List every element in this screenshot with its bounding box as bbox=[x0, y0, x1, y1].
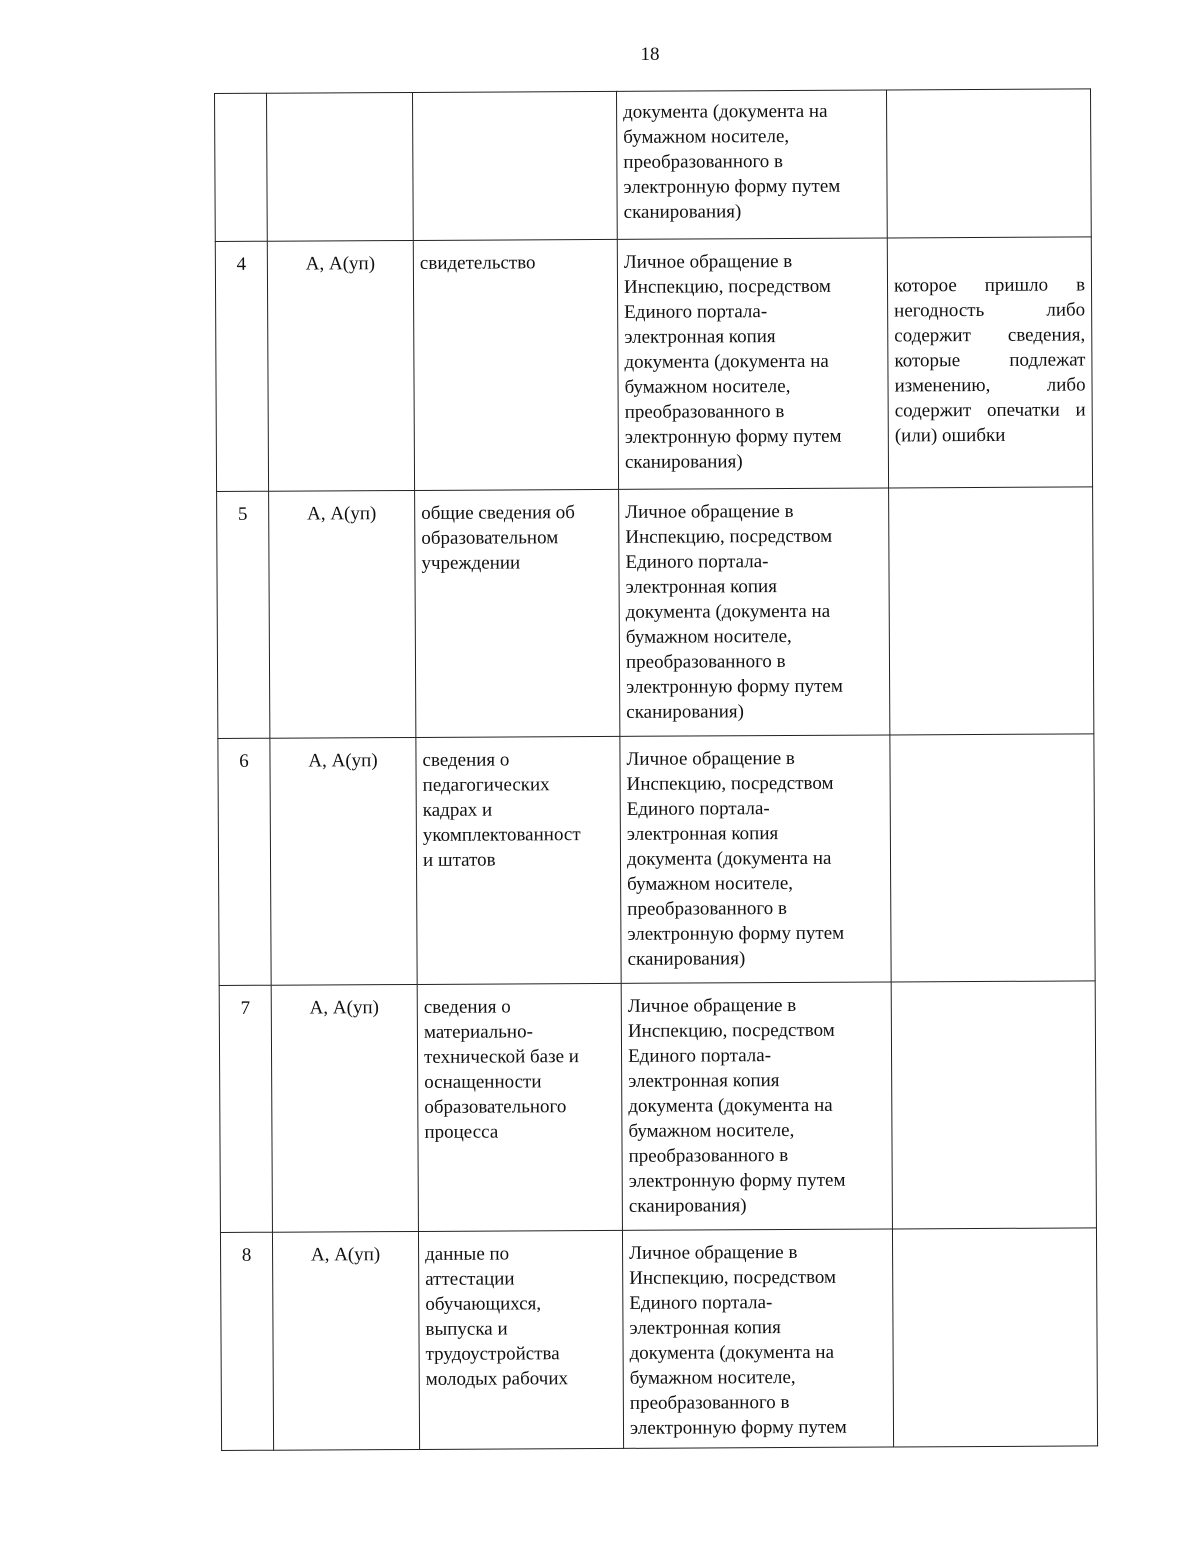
row-number-cell: 7 bbox=[219, 985, 272, 1232]
row-number-cell: 4 bbox=[215, 241, 268, 491]
table-row bbox=[220, 1228, 1097, 1451]
form-cell: А, А(уп) bbox=[269, 490, 416, 738]
document-name-cell: сведения о педагогических кадрах и укомплектованност и штатов bbox=[416, 736, 621, 984]
form-cell: А, А(уп) bbox=[270, 737, 417, 985]
note-cell bbox=[891, 981, 1096, 1229]
form-cell: А, А(уп) bbox=[267, 240, 414, 491]
note-cell bbox=[886, 89, 1091, 238]
submission-method-cell: Личное обращение в Инспекцию, посредством Единого портала- электронная копия документа (документа на бумажном носителе, преобразованного в электронную форму путем сканирования) bbox=[621, 982, 892, 1230]
note-cell bbox=[890, 734, 1095, 982]
note-cell bbox=[889, 487, 1094, 735]
row-number-cell: 8 bbox=[220, 1232, 273, 1450]
document-table bbox=[214, 88, 1098, 1451]
document-name-cell: сведения о материально- технической базе и оснащенности образовательного процесса bbox=[417, 983, 622, 1231]
submission-method-cell: Личное обращение в Инспекцию, посредством Единого портала- электронная копия документа (документа на бумажном носителе, преобразованного в электронную форму путем сканирования) bbox=[619, 488, 890, 736]
table-row bbox=[217, 487, 1094, 739]
form-cell: А, А(уп) bbox=[271, 984, 418, 1232]
row-number-cell bbox=[215, 93, 268, 241]
note-text: которое пришло в негодность либо содержит сведения, которые подлежат изменению, либо содержит опечатки и (или) ошибки bbox=[893, 274, 1086, 447]
document-name-cell: общие сведения об образовательном учреждении bbox=[415, 489, 620, 737]
submission-method-cell: Личное обращение в Инспекцию, посредством Единого портала- электронная копия документа (документа на бумажном носителе, преобразованного в электронную форму путем сканирования) bbox=[620, 735, 891, 983]
document-name-cell bbox=[412, 91, 617, 240]
submission-method-cell: документа (документа на бумажном носителе, преобразованного в электронную форму путем сканирования) bbox=[616, 90, 887, 239]
submission-method-cell: Личное обращение в Инспекцию, посредством Единого портала- электронная копия документа (документа на бумажном носителе, преобразованного в электронную форму путем сканирования) bbox=[617, 238, 888, 489]
note-cell bbox=[887, 237, 1092, 488]
note-cell bbox=[892, 1228, 1097, 1447]
table-row bbox=[215, 89, 1092, 242]
row-number-cell: 5 bbox=[217, 491, 270, 738]
page-number: 18 bbox=[640, 44, 660, 65]
form-cell bbox=[267, 92, 414, 241]
table-row bbox=[219, 981, 1096, 1233]
document-name-cell: данные по аттестации обучающихся, выпуска и трудоустройства молодых рабочих bbox=[418, 1230, 623, 1449]
submission-method-cell: Личное обращение в Инспекцию, посредством Единого портала- электронная копия документа (документа на бумажном носителе, преобразованного в электронную форму путем bbox=[622, 1229, 893, 1448]
table-row bbox=[218, 734, 1095, 986]
table-row bbox=[215, 237, 1092, 492]
document-name-cell: свидетельство bbox=[413, 239, 618, 490]
row-number-cell: 6 bbox=[218, 738, 271, 985]
form-cell: А, А(уп) bbox=[272, 1231, 419, 1450]
